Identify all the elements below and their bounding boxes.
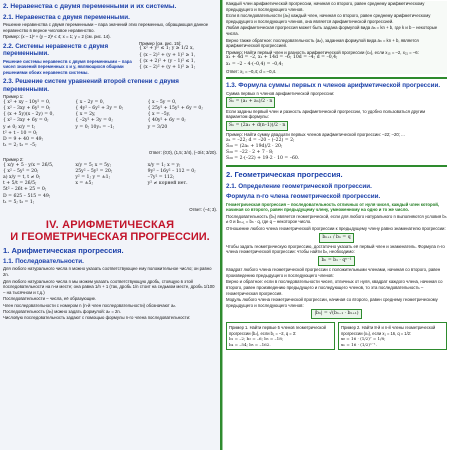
equation-line: 5t² – 26t + 25 = 0; xyxy=(3,187,47,193)
equation-line: a₁ = –22; d = –20 – (–22) = 2; xyxy=(226,137,295,143)
chapter-title: И ГЕОМЕТРИЧЕСКАЯ ПРОГРЕССИИ. xyxy=(10,230,210,243)
equation-line: y² = 1; y = ±1; xyxy=(75,175,111,180)
equation-line: a) x/y = t, t ≠ 0; xyxy=(3,175,41,180)
paragraph-text: Для любого натурального числа n мы можем указать соответствующую дробь, стоящую в этой последовательности на n-м месте; она равна 1/n + 1 (так, дробь 1/n стоит на седьмом месте, дробь 1/100 – на тысячном и т.д.) xyxy=(3,278,215,295)
paragraph-text: Чтобы задать геометрическую прогрессию, достаточно указать её первый член и знаменатель. Формула n-го члена геометрической прогрессии: чтобы найти bₙ, необходимо: xyxy=(226,243,445,255)
equation-line: { x² + y² ≤ 1; y ≥ 1/2 x, xyxy=(139,46,194,52)
equation-line: { (x – 2)² + (y + 1)² ≥ 1, xyxy=(139,52,196,58)
equation-line: { 4y² – 6y² + 3y = 0; xyxy=(75,105,124,111)
equation-line: { –2y² + 3y = 0; xyxy=(75,118,113,124)
right-column xyxy=(222,0,450,450)
equation-line: x/y = 1; x = y; xyxy=(147,162,181,168)
left-column xyxy=(0,0,222,450)
paragraph-text: Пример: Найти первый член и разность арифметической прогрессии (cₙ), если x₁₅ = –2, x₂₁ = –6: xyxy=(226,49,419,55)
formula-sum-alt: Sₙ = (2a₁ + d(n–1))/2 · n xyxy=(226,121,288,131)
equation-line: t² + t – 10 = 0; xyxy=(3,130,38,136)
equation-line: D = 625 – 515 = 49; xyxy=(3,193,51,199)
equation-line: b₄ = –54; b₅ = –162. xyxy=(229,341,271,347)
divider xyxy=(226,77,447,79)
example-title: Пример 1: xyxy=(3,94,24,100)
example-title: Пример (см. рис. 15): xyxy=(139,40,182,46)
paragraph-text: Сумма первых n членов арифметической прогрессии: xyxy=(226,90,335,96)
arithmetic-properties xyxy=(226,1,447,74)
equation-line: { x/y + 5 · y/x = 26/5, xyxy=(3,162,54,168)
paragraph-text: Член последовательности с номером n (n-й член последовательности) обозначают aₙ. Последовательность (aₙ) можно задать формулой: aₙ = 2n. xyxy=(3,302,177,314)
definition-text: Решение системы неравенств с двумя переменными – пара чисел значений переменных x и y, являющихся общими решениями обоих неравенств системы. xyxy=(3,58,132,75)
example-title: Пример 2. Найти 8-й и n-й члены геометрической прогрессии (xₙ), если x₁ = 16, q = 1/2: xyxy=(341,325,436,336)
paragraph-text: Любая арифметическая прогрессия может быть задана формулой вида aₙ = kn + b, где k и b – некоторые числа. xyxy=(226,25,438,36)
example-box xyxy=(338,322,447,350)
equation-line: y = 3/20 xyxy=(147,124,168,130)
equation-line: D = 9 + 40 = 49; xyxy=(3,137,44,142)
formula-sum: Sₙ = (a₁ + aₙ)/2 · n xyxy=(226,97,275,107)
example-text: Пример: (x – 1)² + (y – 2)² ≤ 4; x = 1; y = 2 (см. рис. 14). xyxy=(3,34,111,40)
answer-text: Ответ: (0;0), (1,5; 3/4), (–3/4; 3/20). xyxy=(148,150,217,156)
equation-line: t₁ = 5; t₂ = 1; xyxy=(3,199,35,205)
paragraph-text: Для любого натурального числа n можно указать соответствующее ему положительное число; он равно 2n. xyxy=(3,266,212,278)
section-title-geometric: 2. Геометрическая прогрессия. xyxy=(226,170,343,180)
subsection-title-2-2: 2.2. Системы неравенств с двумя переменными. xyxy=(3,42,109,58)
definition-text: Геометрическая прогрессия – последовательность отличных от нуля чисел, каждый член которой, начиная со второго, равен предыдущему члену, умноженному на одно и то же число. xyxy=(226,201,440,213)
paragraph-text: Квадрат любого члена геометрической прогрессии с положительными членами, начиная со второго, равен произведению предыдущего и последующего членов: xyxy=(226,267,441,278)
subsection-title-formula: Формула n-го члена геометрической прогрессии. xyxy=(226,193,381,201)
subsection-title-1-1: 1.1. Последовательности. xyxy=(3,258,84,266)
example-text: Пример: Найти сумму двадцати первых членов арифметической прогрессии: –22; –20; ... xyxy=(226,131,405,137)
equation-line: 9y² – 16y² – 112 = 0; xyxy=(147,168,196,174)
definition-text: Решение неравенства с двумя переменными – пара значений этих переменных, обращающая данное неравенство в верное числовое неравенство. xyxy=(3,22,209,33)
example-title: Пример 2: xyxy=(3,157,24,162)
equation-line: S₂₀ = –22 · 2 + 7 · 8; xyxy=(226,149,274,155)
paragraph-text: Верно и обратное: если в последовательности чисел, отличных от нуля, квадрат каждого члена, начиная со второго, равен произведению предыдущего и последующего членов, то эта последовательность – геометрическая прогрессия. xyxy=(226,279,443,296)
formula-ratio: bₙ₊₁ / bₙ = q xyxy=(319,233,353,243)
chapter-title: IV. АРИФМЕТИЧЕСКАЯ xyxy=(45,218,175,231)
equation-line: { x – 5y = 0, xyxy=(147,99,177,105)
paragraph-text: Отношение любого члена геометрической прогрессии к предыдущему члену равно знаменателю прогрессии: xyxy=(226,225,446,231)
equation-line: { x² + xy – 10y² = 0, xyxy=(3,99,51,105)
equation-line: { x² – 3xy + 6y² = 0; xyxy=(3,105,51,111)
example-title: Пример 1. Найти первые 5 членов геометрической прогрессии (bₙ), если b₁ = –2, q = 3: xyxy=(229,325,326,336)
formula-geometric-mean: |bₙ| = √(bₙ₋₁ · bₙ₊₁) xyxy=(311,309,361,319)
equation-line: x₁ + 4d = –2, x₁ + 14d = –6; 10d = –4; d = –0,4; xyxy=(226,55,338,61)
equation-line: { x = 2y, xyxy=(75,112,96,118)
divider xyxy=(226,165,447,167)
equation-line: { 40y² + 6y = 0; xyxy=(147,118,186,124)
equation-line: 25y² – 5y² = 20; xyxy=(75,168,113,174)
paragraph-text: Если заданы первый член и разность арифметической прогрессии, то удобно пользоваться другим вариантом формулы: xyxy=(226,108,426,120)
equation-line: t₁ = 2; t₂ = –5; xyxy=(3,143,37,149)
example-box xyxy=(226,322,335,350)
subsection-title-2-1: 2.1. Определение геометрической прогрессии. xyxy=(226,182,372,190)
examples-row xyxy=(226,319,447,350)
equation-line: { (x + 2)² + (y – 1)² ≤ 1, xyxy=(139,58,196,64)
equation-line: b₁ = –2; b₂ = –6; b₃ = –18; xyxy=(229,336,284,342)
paragraph-text: Верно также обратное: последовательность (aₙ), заданная формулой вида aₙ = kn + b, является арифметической прогрессией. xyxy=(226,37,419,49)
paragraph-text: Последовательности – числа, её образующие. xyxy=(3,296,97,302)
equation-line: y ≠ 0; x/y = t; xyxy=(3,124,36,130)
equation-line: y = 0; 10y₁ = –1; xyxy=(75,124,115,130)
equation-line: xₙ = 16 · (1/2)ⁿ⁻¹. xyxy=(341,341,377,347)
equation-line: { x – 2y = 0, xyxy=(75,99,105,105)
equation-line: –7y² = 112; xyxy=(147,175,175,180)
paragraph-text: Если в последовательности (aₙ) каждый член, начиная со второго, равен среднему арифметическому предыдущего и последующего членов, она является арифметической прогрессией. xyxy=(226,13,431,24)
equation-line: t + 5/t = 26/5; xyxy=(3,181,37,187)
equation-line: x/y = 5; x = 5y; xyxy=(75,162,112,168)
equation-line: S₂₀ = (2a₁ + 19d)/2 · 20; xyxy=(226,143,283,149)
section-title-inequalities: 2. Неравенства с двумя переменными и их системы. xyxy=(3,3,177,10)
answer-text: Ответ: (–4; 3). xyxy=(189,207,217,213)
paragraph-text: Модуль любого члена геометрической прогрессии, начиная со второго, равен среднему геометрическому предыдущего и последующего членов: xyxy=(226,297,438,308)
equation-line: { (x – 2)² + (y + 1)² ≥ 1; xyxy=(139,64,196,70)
paragraph-text: Числовую последовательность задают с помощью формулы n-го члена последовательности: xyxy=(3,315,191,321)
paragraph-text: Последовательность (bₙ) является геометрической, если для любого натурального n выполняются условия bₙ ≠ 0 и bₙ₊₁ = bₙ · q, где q – некоторое число. xyxy=(226,213,447,225)
answer-text: Ответ: x₁ = –0,4; d = –0,4. xyxy=(226,68,277,74)
equation-line: { 25y² + 15y² + 6y = 0; xyxy=(147,105,203,111)
subsection-title-2-3: 2.3. Решение систем уравнений второй степени с двумя переменными. xyxy=(3,78,179,93)
formula-nth-term: bₙ = b₁ · qⁿ⁻¹ xyxy=(318,256,354,266)
equation-line: x = ±5; xyxy=(75,181,94,187)
equation-line: x₁ = –2 – 4·(–0,4) = –0,4; xyxy=(226,61,284,67)
equation-line: { x² – 3xy + 6y = 0; xyxy=(3,118,49,124)
equation-line: { x² – 5y² = 20; xyxy=(3,168,39,174)
subsection-title-1-3: 1.3. Формула суммы первых n членов арифметической прогрессии. xyxy=(226,82,441,90)
section-title-arithmetic: 1. Арифметическая прогрессия. xyxy=(3,245,124,255)
equation-line: { (x + 5y)(x – 2y) = 0, xyxy=(3,112,54,118)
equation-line: y² ≠ корней нет. xyxy=(147,181,188,187)
equation-line: x₈ = 16 · (1/2)⁷ = 1/8; xyxy=(341,336,386,342)
equation-line: { x = –5y, xyxy=(147,112,171,118)
equation-line: S₂₀ = 2·(–22) + 19·2 · 10 = –60. xyxy=(226,156,300,162)
subsection-title-2-1: 2.1. Неравенства с двумя переменными. xyxy=(3,13,130,21)
paragraph-text: Каждый член арифметической прогрессии, начиная со второго, равен среднему арифметическому предыдущего и последующего членов. xyxy=(226,1,425,12)
